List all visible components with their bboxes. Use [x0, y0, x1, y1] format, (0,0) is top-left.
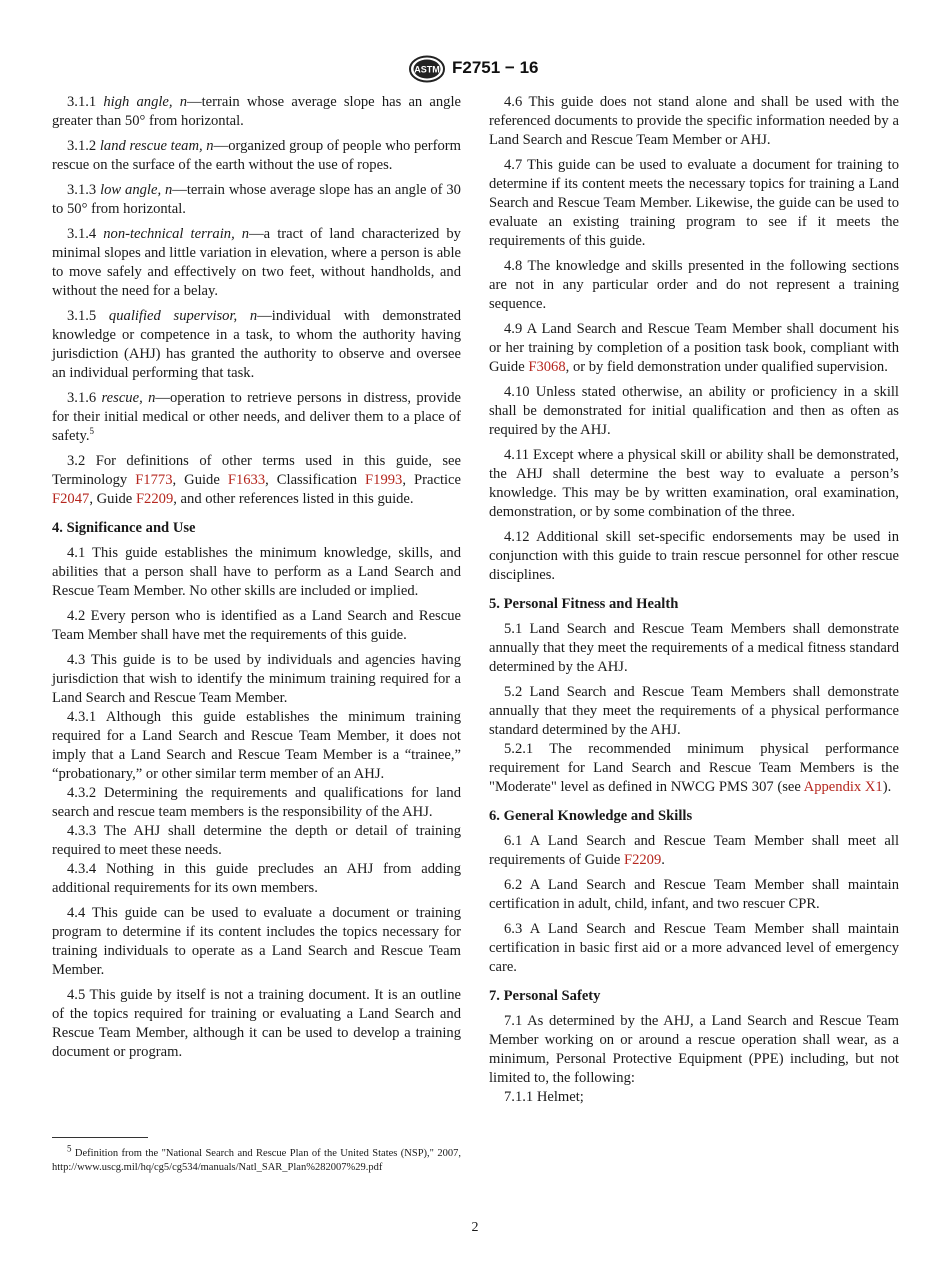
paragraph-5-2: 5.2 Land Search and Rescue Team Members shall demonstrate annually that they meet the requirements of a physical performance standard determined by the AHJ. — [489, 684, 899, 738]
paragraph-4-3-4: 4.3.4 Nothing in this guide precludes an AHJ from adding additional requirements for its own members. — [52, 861, 461, 896]
paragraph-4-3-1: 4.3.1 Although this guide establishes the minimum training required for a Land Search and Rescue Team Member, it does not imply that a Land Search and Rescue Team Member is a “trainee,” “probationary,” or other similar term member of an AHJ. — [52, 709, 461, 782]
paragraph-4-7: 4.7 This guide can be used to evaluate a document for training to determine if its content meets the necessary topics for training a Land Search and Rescue Team Member. Likewise, the guide can be used to evaluate an existing training program to see if it meets the requirements of this guide. — [489, 157, 899, 249]
standard-designation: F2751 − 16 — [452, 58, 539, 77]
definition-3-1-5: 3.1.5 qualified supervisor, n—individual with demonstrated knowledge or competence in a task, to whom the authority having jurisdiction (AHJ) has granted the authority to observe and oversee an individual performing that task. — [52, 308, 461, 381]
link-f2047[interactable]: F2047 — [52, 491, 90, 507]
left-column — [52, 93, 461, 1068]
link-f1633[interactable]: F1633 — [227, 472, 266, 488]
paragraph-4-5: 4.5 This guide by itself is not a training document. It is an outline of the topics required for training or evaluating a Land Search and Rescue Team Member, although it can be used to develop a training document or program. — [52, 987, 461, 1060]
section-heading-7: 7. Personal Safety — [489, 988, 601, 1004]
footnote: $^5$ Definition from the "National Search and Rescue Plan of the United States (NSP)," 2007, http://www.uscg.mil/hq/cg5/cg534/manuals/Natl_SAR_Plan%282007%29.pdf — [52, 1143, 461, 1173]
paragraph-7-1-1: 7.1.1 Helmet; — [504, 1089, 584, 1105]
footnote-divider — [52, 1137, 148, 1138]
paragraph-4-10: 4.10 Unless stated otherwise, an ability or proficiency in a skill shall be demonstrated for initial qualification and then as often as required by the AHJ. — [489, 384, 899, 438]
paragraph-4-3-2: 4.3.2 Determining the requirements and qualifications for land search and rescue team members is the responsibility of the AHJ. — [52, 785, 461, 820]
link-f2209[interactable]: F2209 — [135, 491, 174, 507]
paragraph-6-3: 6.3 A Land Search and Rescue Team Member shall maintain certification in basic first aid or a more advanced level of emergency care. — [489, 921, 899, 975]
link-f1993[interactable]: F1993 — [365, 472, 403, 488]
astm-logo-icon — [409, 55, 445, 83]
paragraph-4-9: 4.9 A Land Search and Rescue Team Member shall document his or her training by completion of a position task book, compliant with Guide F3068, or by field demonstration under qualified supervision. — [489, 321, 899, 375]
paragraph-5-1: 5.1 Land Search and Rescue Team Members shall demonstrate annually that they meet the requirements of a medical fitness standard determined by the AHJ. — [489, 621, 899, 675]
paragraph-4-3-3: 4.3.3 The AHJ shall determine the depth or detail of training required to meet these needs. — [52, 823, 461, 858]
definition-3-1-4: 3.1.4 non-technical terrain, n—a tract of land characterized by minimal slopes and little variation in elevation, where a person is able to move safely and effectively on two feet, without handholds, and without the need for a belay. — [52, 226, 461, 299]
section-heading-4: 4. Significance and Use — [52, 520, 196, 536]
link-f3068[interactable]: F3068 — [528, 359, 566, 375]
paragraph-4-11: 4.11 Except where a physical skill or ability shall be demonstrated, the AHJ shall determine the best way to evaluate a person’s knowledge. This may be by written examination, oral examination, demonstration, or by some combination of the three. — [489, 447, 899, 520]
paragraph-6-2: 6.2 A Land Search and Rescue Team Member shall maintain certification in adult, child, infant, and two rescuer CPR. — [489, 877, 899, 912]
link-appendix-x1[interactable]: Appendix X1 — [803, 779, 883, 795]
paragraph-4-8: 4.8 The knowledge and skills presented in the following sections are not in any particular order and do not represent a training sequence. — [489, 258, 899, 312]
footnote-ref[interactable]: 5 — [89, 426, 95, 437]
definition-3-1-1: 3.1.1 high angle, n—terrain whose average slope has an angle greater than 50° from horizontal. — [52, 94, 461, 129]
link-f2209-sec6[interactable]: F2209 — [623, 852, 662, 868]
definition-3-1-2: 3.1.2 land rescue team, n—organized group of people who perform rescue on the surface of the earth without the use of ropes. — [52, 138, 461, 173]
paragraph-6-1: 6.1 A Land Search and Rescue Team Member shall meet all requirements of Guide F2209. — [489, 833, 899, 868]
paragraph-5-2-1: 5.2.1 The recommended minimum physical performance requirement for Land Search and Rescue Team Members is the "Moderate" level as defined in NWCG PMS 307 (see Appendix X1). — [489, 741, 899, 795]
right-column — [489, 93, 899, 1107]
paragraph-4-3: 4.3 This guide is to be used by individuals and agencies having jurisdiction that wish to identify the minimum training required for a Land Search and Rescue Team Member. — [52, 652, 461, 706]
paragraph-3-2: 3.2 For definitions of other terms used in this guide, see Terminology F1773, Guide F1633, Classification F1993, Practice F2047, Guide F2209, and other references listed in this guide. — [52, 453, 462, 507]
paragraph-7-1: 7.1 As determined by the AHJ, a Land Search and Rescue Team Member working on or around a rescue operation shall wear, as a minimum, Personal Protective Equipment (PPE) including, but not limited to, the following: — [489, 1013, 899, 1086]
paragraph-4-4: 4.4 This guide can be used to evaluate a document or training program to determine if its content includes the topics necessary for training individuals to operate as a Land Search and Rescue Team Member. — [52, 905, 461, 978]
paragraph-4-2: 4.2 Every person who is identified as a Land Search and Rescue Team Member shall have met the requirements of this guide. — [52, 608, 461, 643]
definition-3-1-3: 3.1.3 low angle, n—terrain whose average slope has an angle of 30 to 50° from horizontal. — [52, 182, 461, 217]
page-header — [0, 55, 950, 85]
paragraph-4-1: 4.1 This guide establishes the minimum knowledge, skills, and abilities that a person shall have to perform as a Land Search and Rescue Team Member. No other skills are included or implied. — [52, 545, 461, 599]
paragraph-4-12: 4.12 Additional skill set-specific endorsements may be used in conjunction with this guide to train rescue personnel for other rescue disciplines. — [489, 529, 899, 583]
paragraph-4-6: 4.6 This guide does not stand alone and shall be used with the referenced documents to provide the specific information needed by a Land Search and Rescue Team Member or AHJ. — [489, 94, 899, 148]
link-f1773[interactable]: F1773 — [135, 472, 173, 488]
section-heading-6: 6. General Knowledge and Skills — [489, 808, 693, 824]
definition-3-1-6: 3.1.6 rescue, n—operation to retrieve persons in distress, provide for their initial medical or other needs, and deliver them to a place of safety.$^5$ — [52, 390, 461, 444]
section-heading-5: 5. Personal Fitness and Health — [489, 596, 679, 612]
svg-text:ASTM: ASTM — [414, 64, 440, 75]
page-number: 2 — [471, 1220, 479, 1235]
